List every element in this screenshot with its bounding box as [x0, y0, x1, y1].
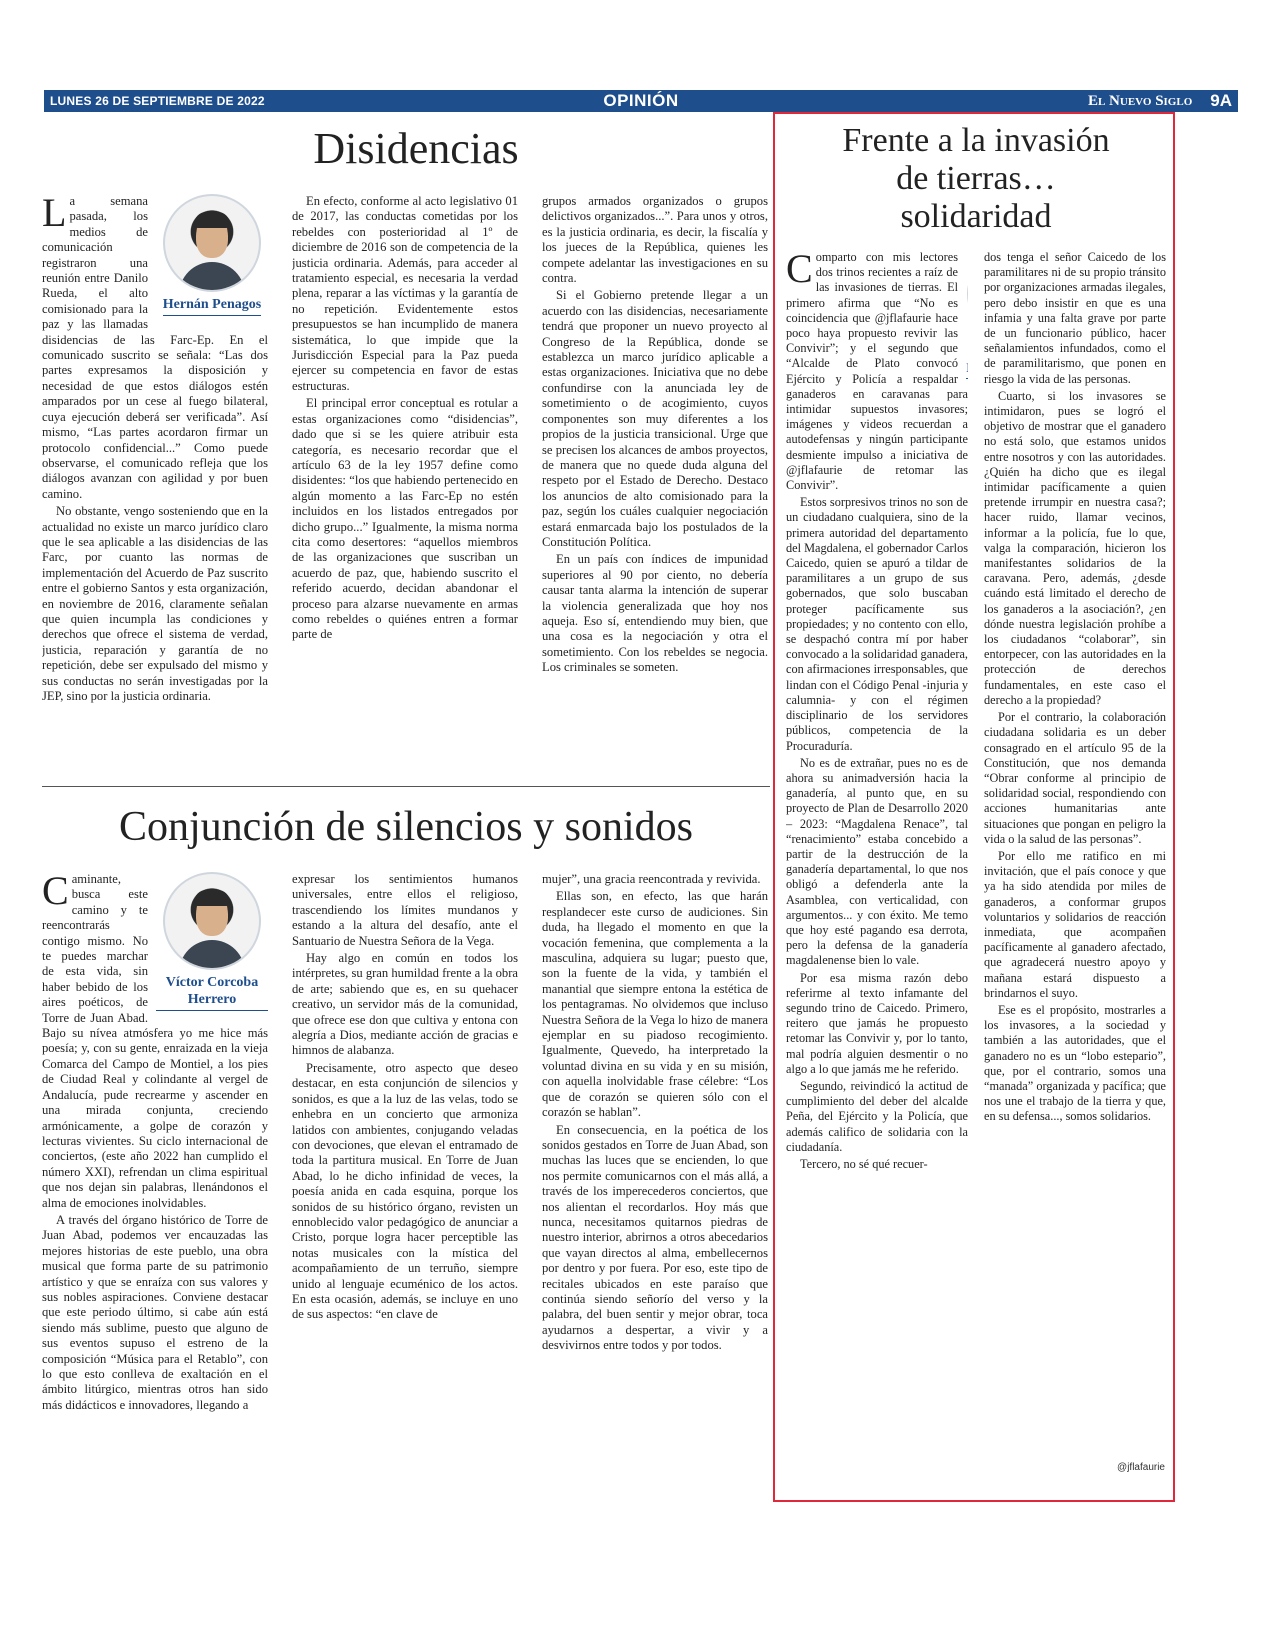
- article-disidencias: [42, 122, 770, 772]
- article-column-3: [542, 872, 768, 1484]
- author-box: [156, 872, 268, 1011]
- drop-cap: L: [42, 194, 67, 235]
- article-headline: [784, 122, 1168, 236]
- author-name: Hernán Penagos: [163, 296, 261, 316]
- author-photo: [967, 250, 968, 338]
- section-title: OPINIÓN: [603, 91, 679, 110]
- paragraph: En un país con índices de impunidad superiores al 90 por ciento, no debería causar tanta alarma la intención de superar la violencia generalizada que hoy nos aqueja. Eso sí, entendiendo muy bien, que una cosa es la negociación y otra el sometimiento. Con los rebeldes se negocia. Los criminales se someten.: [542, 552, 768, 675]
- article-column-1: [42, 872, 268, 1484]
- paragraph: grupos armados organizados o grupos delictivos organizados...”. Para unos y otros, es la justicia ordinaria, es decir, la fiscalía y los jueces de la República, quienes les compete adelantar las investigaciones en su contra.: [542, 194, 768, 286]
- paragraph: Ese es el propósito, mostrarles a los invasores, a la sociedad y también a las autoridades, que el ganadero no es un “lobo estepario”, que, por el contrario, somos una “manada” organizada y pacífica; que nos une el trabajo de la tierra y que, en su defensa..., somos solidarios.: [984, 1002, 1166, 1124]
- article-column-2: [292, 872, 518, 1484]
- author-photo: [163, 872, 261, 970]
- drop-cap: C: [786, 250, 813, 291]
- article-headline: Disidencias: [313, 124, 519, 173]
- article-headline: Conjunción de silencios y sonidos: [119, 804, 693, 850]
- paragraph: A través del órgano histórico de Torre de Juan Abad, podemos ver encauzadas las mejores historias de este pueblo, una obra musical que forma parte de su patrimonio artístico y que se enraíza con sus valores y sus nobles aspiraciones. Conviene destacar que este periodo último, si cabe aún está siendo más sublime, puesto que alguno de sus eventos supuso el estreno de la composición “Música para el Retablo”, con lo que esto conlleva de exaltación en el ámbito litúrgico, mientras otros han sido más didácticos e innovadores, llegando a: [42, 1212, 268, 1412]
- page-header-bar: [44, 90, 1238, 112]
- paragraph: Por esa misma razón debo referirme al texto infamante del segundo trino de Caicedo. Primero, reitero que jamás he propuesto retomar las Convivir y, por lo tanto, mal podría alguien desmentir o no algo a lo que jamás me he referido.: [786, 970, 968, 1076]
- author-name: Víctor Corcoba Herrero: [156, 974, 268, 1011]
- paragraph: No es de extrañar, pues no es de ahora su animadversión hacia la ganadería, al punto que, en su proyecto de Plan de Desarrollo 2020 – 2023: “Magdalena Renace”, tal “renacimiento” estaba concebido a partir de la destrucción de la ganadería departamental, lo que nos obligó a defenderla ante la Asamblea, con verticalidad, con argumentos... y con éxito. Me temo que hoy esté pagando esa derrota, pero la defensa de la ganadería magdalenense bien lo vale.: [786, 755, 968, 968]
- drop-cap: C: [42, 872, 69, 913]
- author-name: [966, 342, 968, 379]
- paragraph: Hay algo en común en todos los intérpretes, su gran humildad frente a la obra de arte; sabiendo que es, en su quehacer creativo, un servidor más de la comunidad, que ofrece ese don que cultiva y entona con alegría a Dios, mediante acción de gracias e himnos de alabanza.: [292, 951, 518, 1058]
- article-frente-invasion: [784, 122, 1168, 1492]
- section-divider: [42, 786, 770, 787]
- paragraph: Cuarto, si los invasores se intimidaron, pues se logró el objetivo de mostrar que el ganadero no está solo, que estamos unidos entre nosotros y con las autoridades. ¿Quién ha dicho que es ilegal intimidar pacíficamente a quien pretende irrumpir en nuestra casa?; hacer ruido, llamar vecinos, informar a la policía, fue lo que, valga la comparación, hicieron los manifestantes solidarios de la caravana. Pero, además, ¿desde cuándo está limitado el derecho de los ganaderos a la asociación?, ¿en dónde nuestra legislación prohíbe a los ciudadanos “colaborar”, sin entorpecer, con las autoridades en la protección de derechos fundamentales, en este caso el derecho a la propiedad?: [984, 388, 1166, 707]
- paragraph: a semana pasada, los medios de comunicación registraron una reunión entre Danilo Rueda, el alto comisionado para la paz y las llamadas disidencias de las Farc-Ep. En el comunicado suscrito se señala: “Las dos partes expresamos la disposición y necesidad de que estos diálogos estén amparados por un cese al fuego bilateral, cuya ejecución deberá ser verificada”. Así mismo, “Las partes acordaron firmar un protocolo confidencial...” Como puede observarse, el comunicado refleja que los diálogos avanzan con agilidad y por buen camino.: [42, 194, 268, 501]
- paragraph: aminante, busca este camino y te reencontrarás contigo mismo. No te puedes marchar de esta vida, sin haber bebido de los aires poéticos, de Torre de Juan Abad. Bajo su nívea atmósfera yo me hice más poesía; y, con su gente, enraizada en la vieja Comarca del Campo de Montiel, a los pies de Ciudad Real y colindante al vergel de Andalucía, pude recrearme y ascender en una mirada conjunta, creciendo armónicamente, a golpe de corazón y lecturas vivientes. Su ciclo internacional de conciertos, (este año 2022 han cumplido el número XXI), refrendan un clima espiritual que nos dejan sin palabras, llenándonos el alma de emociones inolvidables.: [42, 872, 268, 1210]
- article-conjuncion: [42, 800, 770, 1490]
- paragraph: En consecuencia, en la poética de los sonidos gestados en Torre de Juan Abad, son muchas las luces que se encienden, lo que nos permite comunicarnos con el más allá, a través de los imperecederos conciertos, que nos alientan el recordarlos. Hoy más que nunca, necesitamos quitarnos piedras de nuestro interior, abrirnos a otros abecedarios que vayan directos al alma, embellecernos por dentro y por fuera. Por eso, este tipo de recitales ubicados en este paraíso que continúa siendo señorío del verso y la palabra, del buen sentir y mejor obrar, toca ayudarnos a despertar, a vivir y a desvivirnos entre todos y por todos.: [542, 1122, 768, 1353]
- page-number: 9A: [1210, 91, 1232, 110]
- article-column-2: [292, 194, 518, 769]
- paragraph: El principal error conceptual es rotular a estas organizaciones como “disidencias”, dado que si se les quiere atribuir esta categoría, es necesario recordar que el artículo 63 de la ley 1957 define como disidentes: “los que habiendo pertenecido en algún momento a las Farc-Ep no estén incluidos en los listados entregados por dicho grupo...” Igualmente, la misma norma cita como desertores: “aquellos miembros de las organizaciones que suscriban un acuerdo de paz, que, habiendo suscrito el referido acuerdo, decidan abandonar el proceso para alzarse nuevamente en armas como rebeldes o quiénes entren a formar parte de: [292, 396, 518, 642]
- paragraph: No obstante, vengo sosteniendo que en la actualidad no existe un marco jurídico claro que le sea aplicable a las disidencias de las Farc, por cuanto las normas de implementación del Acuerdo de Paz suscrito entre el gobierno Santos y esta organización, en noviembre de 2016, claramente señalan que quien incumpla las condiciones y derechos que ofrece el sistema de verdad, justicia, reparación y garantía de no repetición, debe ser expulsado del mismo y sus conductas no serán investigadas por la JEP, sino por la justicia ordinaria.: [42, 504, 268, 703]
- author-box: [966, 250, 968, 379]
- paragraph: expresar los sentimientos humanos universales, entre ellos el religioso, trascendiendo los límites mundanos y estando a la altura del desafío, ante el Santuario de Nuestra Señora de la Vega.: [292, 872, 518, 948]
- paragraph: Segundo, reivindicó la actitud de cumplimiento del deber del alcalde Peña, del Ejército y la Policía, que además califico de solidaria con la ciudadanía.: [786, 1078, 968, 1154]
- author-box: [156, 194, 268, 316]
- issue-date: LUNES 26 DE SEPTIEMBRE DE 2022: [50, 94, 265, 108]
- paragraph: mujer”, una gracia reencontrada y revivida.: [542, 872, 761, 886]
- paragraph: Tercero, no sé qué recuer-: [800, 1156, 928, 1171]
- headline-line: Frente a la invasión: [842, 122, 1110, 159]
- paragraph: Ellas son, en efecto, las que harán resplandecer este curso de audiciones. Sin duda, ha llegado el momento en que la vocación femenina, que complementa a la masculina, adquiera su lugar; puesto que, son la fuente de la vida, y también el manantial que siempre entona la estética de los pentagramas. No olvidemos que incluso Nuestra Señora de la Vega lo hizo de manera ejemplar en su piadoso recogimiento. Igualmente, Quevedo, ha interpretado la voluntad divina en su vida y en su misión, con aquella inolvidable frase célebre: “Los que de corazón se quieren sólo con el corazón se hablan”.: [542, 889, 768, 1120]
- paragraph: Por el contrario, la colaboración ciudadana solidaria es un deber consagrado en el artículo 95 de la Constitución, que nos demanda “Obrar conforme al principio de solidaridad social, respondiendo con acciones humanitarias ante situaciones que pongan en peligro la vida o la salud de las personas”.: [984, 710, 1166, 846]
- paragraph: En efecto, conforme al acto legislativo 01 de 2017, las conductas cometidas por los rebeldes con posterioridad al 1º de diciembre de 2016 son de competencia de la justicia ordinaria. Además, para acceder al tratamiento especial, es necesaria la verdad plena, reparar a las víctimas y la garantía de no repetición. Evidentemente estos presupuestos se han incumplido de manera sistemática, lo que impide que la Jurisdicción Especial para la Paz pueda ejercer su competencia en favor de estas estructuras.: [292, 194, 518, 393]
- article-column-3: [542, 194, 768, 769]
- paragraph: dos tenga el señor Caicedo de los paramilitares ni de su propio tránsito por organizaciones armadas ilegales, pero debo insistir en que es una infamia y una falta grave por parte de un funcionario público, hacer señalamientos infundados, como el de paramilitarismo, que ponen en riesgo la vida de las personas.: [984, 250, 1166, 386]
- paragraph: Precisamente, otro aspecto que deseo destacar, en esta conjunción de silencios y sonidos, es que a la luz de las velas, todo se enhebra en un concierto que armoniza latidos con ambientes, conjugando veladas con devociones, que elevan el entramado de toda la partitura musical. En Torre de Juan Abad, lo he dicho infinidad de veces, la poesía anida en cada esquina, porque los sonidos de su histórico órgano, revisten un ennoblecido valor pedagógico de anunciar a Cristo, porque logra hacer perceptible las notas musicales con la mística del acompañamiento de un terruño, siempre unido al lenguaje ecuménico de los actos. En esta ocasión, además, se incluye en uno de sus aspectos: “en clave de: [292, 1060, 518, 1322]
- paragraph: omparto con mis lectores dos trinos recientes a raíz de las invasiones de tierras. El primero afirma que “No es coincidencia que @jflafaurie hace poco haya propuesto revivir las Convivir”; y el segundo que “Alcalde de Plato convocó Ejército y Policía a respaldar ganaderos en caravanas para intimidar supuestos invasores; imágenes y videos recuerdan a autodefensas y ningún participante desmiente impulso a iniciativa de @jflafaurie de retomar las Convivir”.: [786, 250, 968, 493]
- paragraph: Estos sorpresivos trinos no son de un ciudadano cualquiera, sino de la primera autoridad del departamento del Magdalena, el gobernador Carlos Caicedo, quien se apuró a tildar de paramilitares a un grupo de sus gobernados, que solo buscaban proteger pacíficamente sus propiedades; y no contento con ello, se despachó contra mí por haber convocado a la solidaridad ganadera, con afirmaciones irresponsables, que lindan con el Código Penal -injuria y calumnia- y con el régimen disciplinario de los servidores públicos, competencia de la Procuraduría.: [786, 495, 968, 753]
- paragraph: Por ello me ratifico en mi invitación, que el país conoce y que ya ha sido atendida por miles de ganaderos, a conformar grupos voluntarios y solidarios de reacción inmediata, que acompañen pacíficamente al ganadero afectado, que agradecerá nuestro apoyo y mañana estará dispuesto a brindarnos el suyo.: [984, 848, 1166, 1000]
- headline-line: solidaridad: [900, 198, 1052, 235]
- author-photo: [163, 194, 261, 292]
- paragraph: Si el Gobierno pretende llegar a un acuerdo con las disidencias, necesariamente tendrá que proponer un nuevo proyecto al Congreso de la República, donde se establezca un marco jurídico aplicable a estas organizaciones. Iniciativa que no debe confundirse con la anunciada ley de sometimiento o de acogimiento, cuyos componentes son muy diferentes a los propios de la justicia transicional. Urge que se precisen los alcances de ambos proyectos, de manera que no quede duda alguna del respeto por el Estado de Derecho. Destaco los anuncios de alto comisionado para la paz, según los cuáles cualquier negociación estará enmarcada bajo los postulados de la Constitución Política.: [542, 288, 768, 549]
- headline-line: de tierras…: [896, 160, 1056, 197]
- twitter-handle: @jflafaurie: [1117, 1462, 1165, 1473]
- article-column-1: [42, 194, 268, 769]
- article-column-2: [984, 250, 1166, 1462]
- article-column-1: [786, 250, 968, 1462]
- newspaper-brand: El Nuevo Siglo: [1087, 92, 1193, 109]
